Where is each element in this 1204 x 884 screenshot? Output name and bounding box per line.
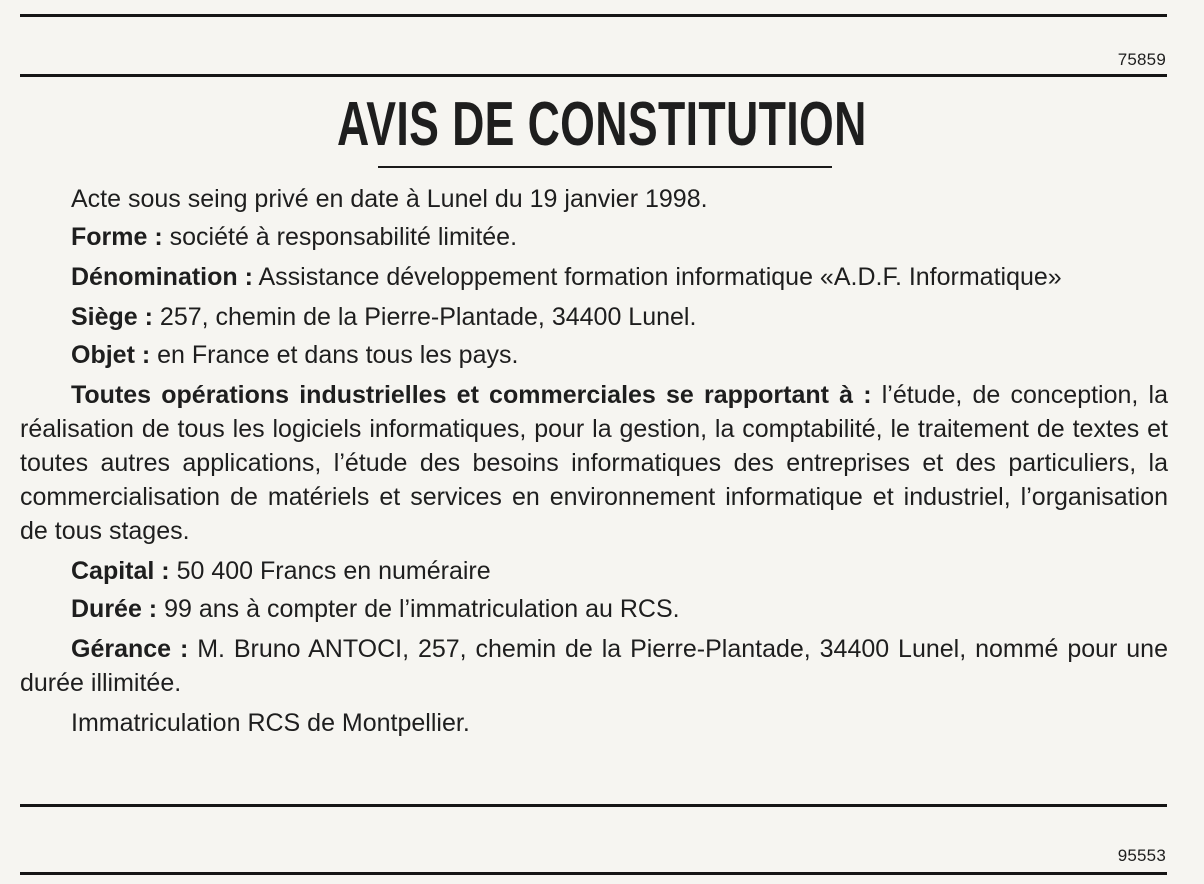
- footer-rule: [20, 804, 1167, 807]
- title-underline: [378, 166, 832, 168]
- duree-value: 99 ans à compter de l’immatriculation au RCS.: [157, 595, 680, 623]
- top-rule: [20, 14, 1167, 17]
- paragraph-capital: [20, 552, 1168, 590]
- capital-value: 50 400 Francs en numéraire: [169, 557, 491, 585]
- bottom-rule: [20, 872, 1167, 875]
- denomination-value: Assistance développement formation informatique «A.D.F. Informatique»: [252, 263, 1062, 291]
- objet-label: Objet :: [71, 341, 151, 369]
- paragraph-operations: [20, 378, 1168, 548]
- siege-value: 257, chemin de la Pierre-Plantade, 34400 Lunel.: [152, 303, 697, 331]
- reference-number-bottom: 95553: [1117, 846, 1166, 865]
- paragraph-duree: [20, 590, 1168, 628]
- siege-label: Siège :: [71, 303, 153, 331]
- operations-label: Toutes opérations industrielles et commerciales se rapportant à :: [71, 381, 872, 409]
- notice-body: [20, 180, 1168, 742]
- objet-value: en France et dans tous les pays.: [150, 341, 519, 369]
- paragraph-immatriculation: Immatriculation RCS de Montpellier.: [71, 709, 470, 737]
- forme-label: Forme :: [71, 223, 163, 251]
- forme-value: société à responsabilité limitée.: [162, 223, 518, 251]
- duree-label: Durée :: [71, 595, 158, 623]
- paragraph-denomination: [20, 260, 1168, 294]
- reference-number-top: 75859: [1117, 50, 1166, 69]
- paragraph-acte: Acte sous seing privé en date à Lunel du 19 janvier 1998.: [71, 185, 708, 213]
- operations-value: l’étude, de conception, la réalisation de tous les logiciels informatiques, pour la gestion, la comptabilité, le traitement de textes et toutes autres applications, l’étude des besoins informatiques des entreprises et des particuliers, la commercialisation de matériels et services en environnement informatique et industriel, l’organisation de tous stages.: [20, 381, 1168, 545]
- paragraph-forme: [20, 218, 1168, 256]
- gerance-value: M. Bruno ANTOCI, 257, chemin de la Pierre-Plantade, 34400 Lunel, nommé pour une durée illimitée.: [20, 635, 1168, 697]
- gerance-label: Gérance :: [71, 635, 189, 663]
- paragraph-gerance: [20, 632, 1168, 700]
- paragraph-siege: [20, 298, 1168, 336]
- paragraph-objet: [20, 336, 1168, 374]
- header-rule: [20, 74, 1167, 77]
- notice-title: AVIS DE CONSTITUTION: [337, 90, 867, 159]
- capital-label: Capital :: [71, 557, 170, 585]
- denomination-label: Dénomination :: [71, 263, 253, 291]
